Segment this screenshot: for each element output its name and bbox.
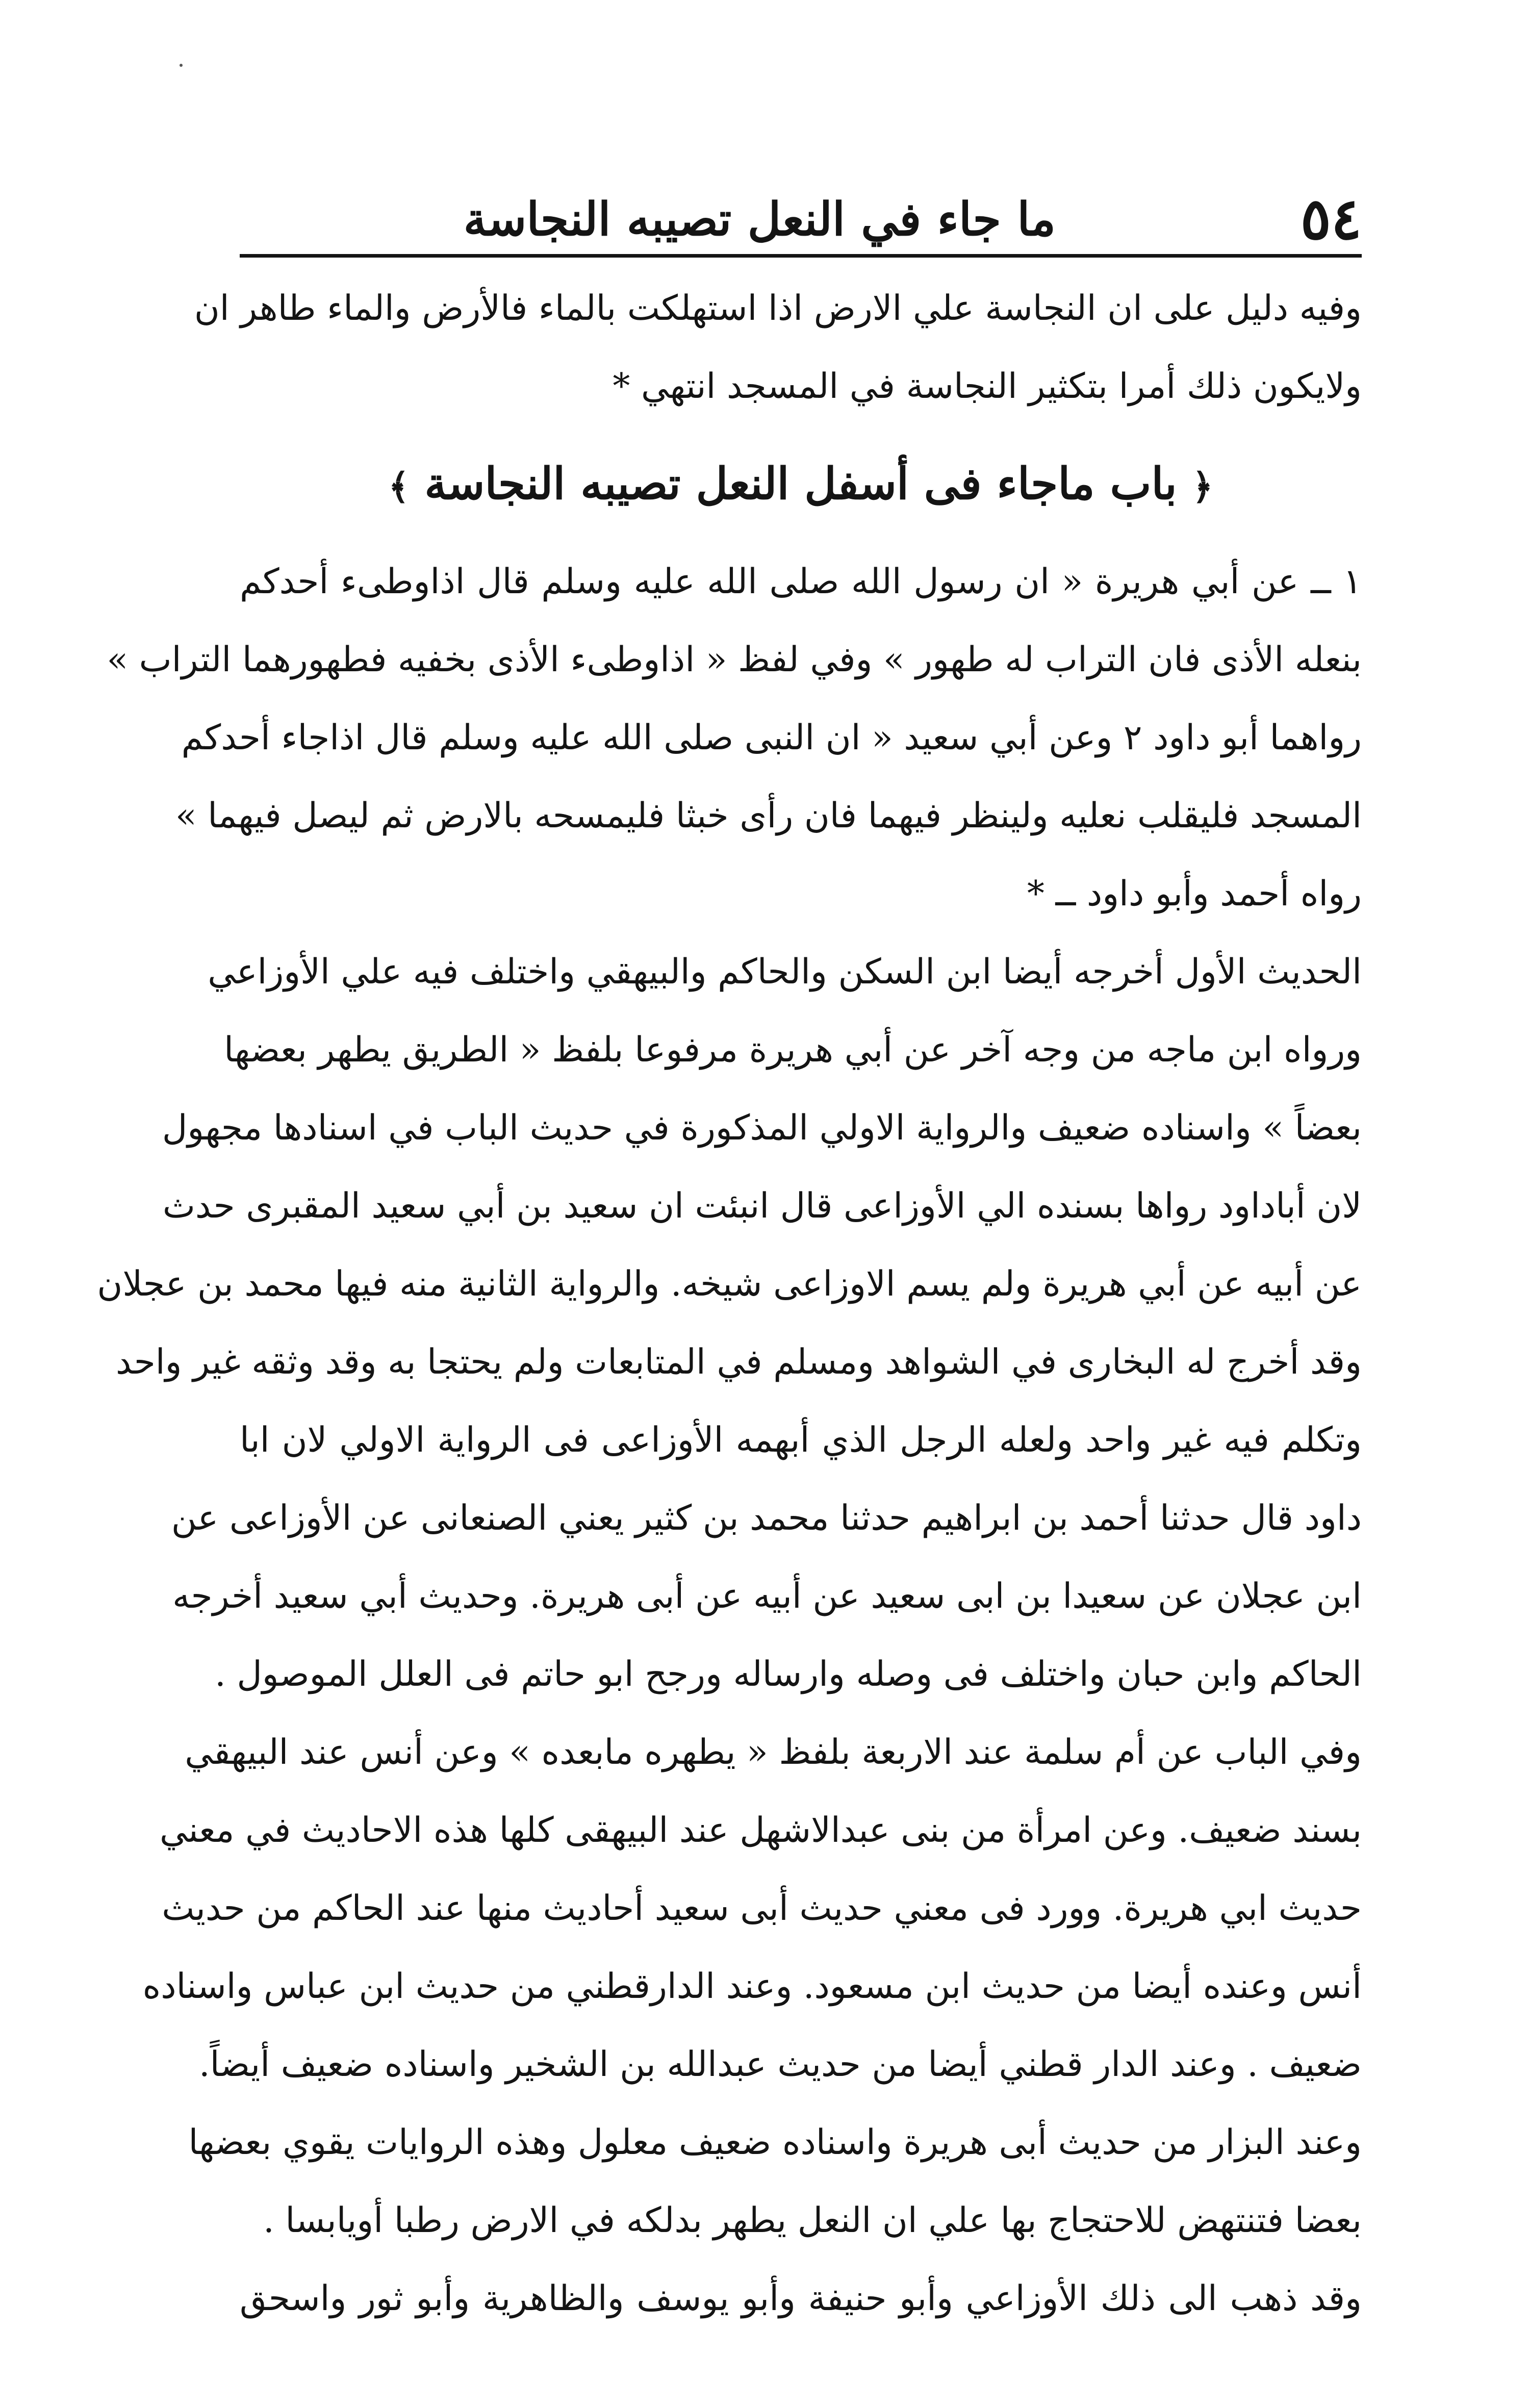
commentary-line: لان أباداود رواها بسنده الي الأوزاعى قال انبئت ان سعيد بن أبي سعيد المقبرى حدث (162, 1186, 1362, 1226)
hadith-line: ١ ــ عن أبي هريرة « ان رسول الله صلى الله عليه وسلم قال اذاوطىء أحدكم (240, 562, 1362, 602)
commentary-line: الحاكم وابن حبان واختلف فى وصله وارساله ورجح ابو حاتم فى العلل الموصول . (215, 1654, 1362, 1694)
body-text (97, 269, 1362, 2338)
text-line: وفيه دليل على ان النجاسة علي الارض اذا استهلكت بالماء فالأرض والماء طاهر ان (194, 288, 1362, 328)
commentary-line: بعضا فتنتهض للاحتجاج بها علي ان النعل يطهر بدلكه في الارض رطبا أويابسا . (263, 2200, 1362, 2241)
commentary-line: وقد أخرج له البخارى في الشواهد ومسلم في المتابعات ولم يحتجا به وقد وثقه غير واحد (116, 1342, 1362, 1382)
chapter-heading (240, 425, 1362, 543)
commentary-line: وقد ذهب الى ذلك الأوزاعي وأبو حنيفة وأبو يوسف والظاهرية وأبو ثور واسحق (240, 2278, 1362, 2319)
commentary-line: وعند البزار من حديث أبى هريرة واسناده ضعيف معلول وهذه الروايات يقوي بعضها (188, 2122, 1362, 2163)
scan-speck (180, 64, 183, 67)
chapter-heading-text: باب ماجاء فى أسفل النعل تصيبه النجاسة (424, 458, 1177, 510)
hadith-line: رواهما أبو داود ٢ وعن أبي سعيد « ان النبى صلى الله عليه وسلم قال اذاجاء أحدكم (181, 718, 1362, 758)
commentary-line: وفي الباب عن أم سلمة عند الاربعة بلفظ « يطهره مابعده » وعن أنس عند البيهقي (185, 1732, 1362, 1772)
commentary-line: بسند ضعيف. وعن امرأة من بنى عبدالاشهل عند البيهقى كلها هذه الاحاديث في معني (160, 1810, 1362, 1851)
running-title: ما جاء في النعل تصيبه النجاسة (463, 192, 1056, 246)
ornament-icon: ﴿ (1192, 465, 1213, 508)
commentary-line: داود قال حدثنا أحمد بن ابراهيم حدثنا محمد بن كثير يعني الصنعانى عن الأوزاعى عن (171, 1498, 1362, 1538)
hadith-line: رواه أحمد وأبو داود ــ * (1027, 874, 1362, 914)
commentary-line: أنس وعنده أيضا من حديث ابن مسعود. وعند الدارقطني من حديث ابن عباس واسناده (142, 1966, 1362, 2007)
commentary-line: الحديث الأول أخرجه أيضا ابن السكن والحاكم والبيهقي واختلف فيه علي الأوزاعي (208, 952, 1362, 992)
header-rule (240, 254, 1362, 258)
text-line: ولايكون ذلك أمرا بتكثير النجاسة في المسجد انتهي * (613, 366, 1362, 407)
commentary-line: حديث ابي هريرة. وورد فى معني حديث أبى سعيد أحاديث منها عند الحاكم من حديث (162, 1888, 1362, 1929)
page-number: ٥٤ (1300, 186, 1362, 252)
commentary-line: عن أبيه عن أبي هريرة ولم يسم الاوزاعى شيخه. والرواية الثانية منه فيها محمد بن عجلان (97, 1264, 1362, 1304)
commentary-line: ابن عجلان عن سعيدا بن ابى سعيد عن أبيه عن أبى هريرة. وحديث أبي سعيد أخرجه (172, 1576, 1362, 1616)
commentary-line: وتكلم فيه غير واحد ولعله الرجل الذي أبهمه الأوزاعى فى الرواية الاولي لان ابا (240, 1420, 1362, 1460)
hadith-line: بنعله الأذى فان التراب له طهور » وفي لفظ « اذاوطىء الأذى بخفيه فطهورهما التراب » (107, 640, 1362, 680)
page-header (240, 186, 1362, 252)
ornament-icon: ﴾ (388, 465, 410, 508)
commentary-line: ضعيف . وعند الدار قطني أيضا من حديث عبدالله بن الشخير واسناده ضعيف أيضاً. (198, 2044, 1362, 2085)
hadith-line: المسجد فليقلب نعليه ولينظر فيهما فان رأى خبثا فليمسحه بالارض ثم ليصل فيهما » (175, 796, 1362, 836)
commentary-line: بعضاً » واسناده ضعيف والرواية الاولي المذكورة في حديث الباب في اسنادها مجهول (162, 1108, 1362, 1148)
commentary-line: ورواه ابن ماجه من وجه آخر عن أبي هريرة مرفوعا بلفظ « الطريق يطهر بعضها (224, 1030, 1362, 1070)
